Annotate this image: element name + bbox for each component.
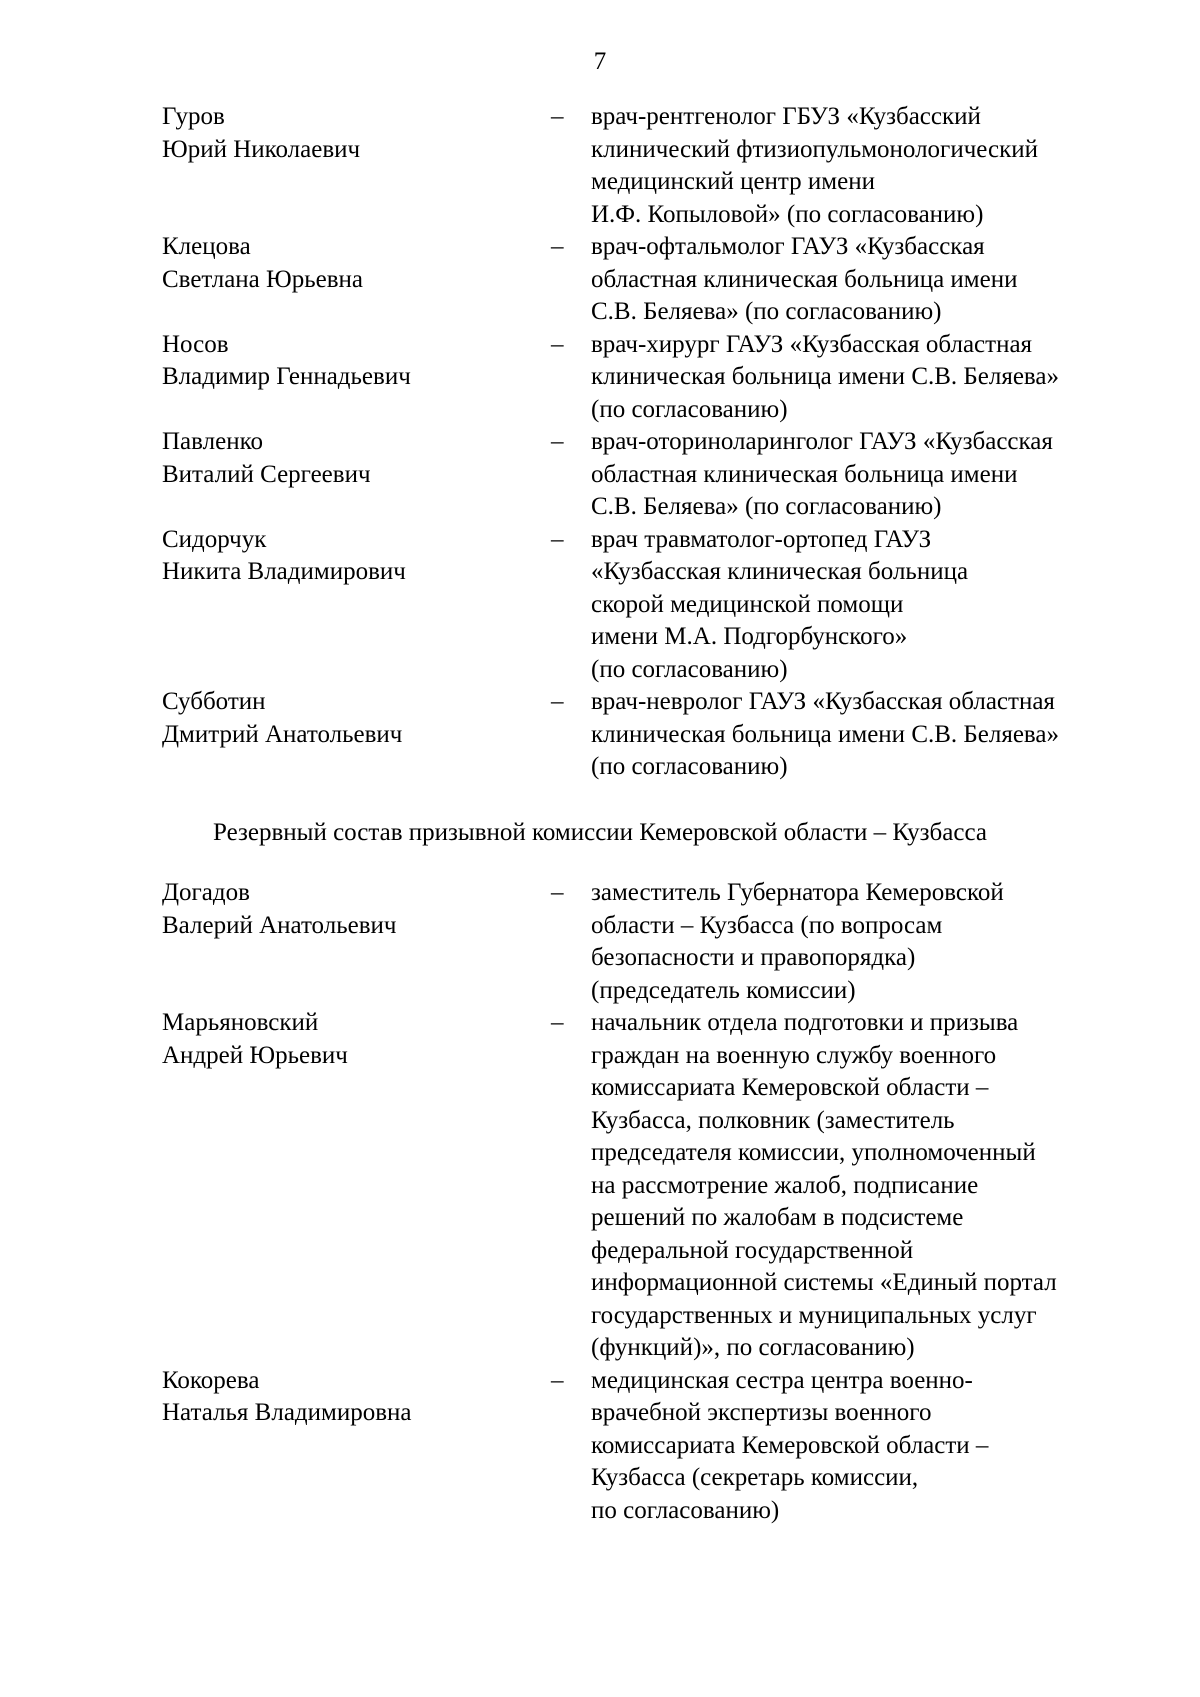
member-entry bbox=[0, 1007, 1200, 1365]
commission-member-list bbox=[0, 101, 1200, 784]
position-line: решений по жалобам в подсистеме bbox=[591, 1204, 964, 1231]
member-name bbox=[162, 1365, 522, 1430]
position-line: Кузбасса (секретарь комиссии, bbox=[591, 1464, 919, 1491]
member-surname: Сидорчук bbox=[162, 525, 267, 553]
position-line: безопасности и правопорядка) bbox=[591, 944, 916, 971]
position-line: врач-хирург ГАУЗ «Кузбасская областная bbox=[591, 330, 1033, 358]
dash-separator: – bbox=[551, 428, 564, 455]
page-number: 7 bbox=[593, 48, 607, 75]
position-line: С.В. Беляева» (по согласованию) bbox=[591, 298, 942, 325]
member-surname: Клецова bbox=[162, 233, 251, 260]
member-name bbox=[162, 101, 522, 166]
member-position bbox=[591, 524, 1151, 687]
member-position bbox=[591, 1007, 1151, 1365]
dash-separator: – bbox=[551, 103, 564, 130]
member-given-names: Дмитрий Анатольевич bbox=[162, 720, 403, 748]
member-name bbox=[162, 877, 522, 942]
position-line: С.В. Беляева» (по согласованию) bbox=[591, 493, 942, 520]
member-given-names: Юрий Николаевич bbox=[162, 135, 361, 163]
member-entry bbox=[0, 1365, 1200, 1528]
position-line: И.Ф. Копыловой» (по согласованию) bbox=[591, 200, 984, 228]
position-line: имени М.А. Подгорбунского» bbox=[591, 623, 908, 650]
dash-separator: – bbox=[551, 233, 564, 260]
member-surname: Носов bbox=[162, 330, 229, 358]
position-line: врач-невролог ГАУЗ «Кузбасская областная bbox=[591, 688, 1055, 715]
member-position bbox=[591, 1365, 1151, 1528]
position-line: врач травматолог-ортопед ГАУЗ bbox=[591, 525, 932, 553]
position-line: области – Кузбасса (по вопросам bbox=[591, 911, 943, 939]
member-given-names: Наталья Владимировна bbox=[162, 1399, 412, 1426]
dash-separator: – bbox=[551, 1366, 564, 1394]
member-entry bbox=[0, 329, 1200, 427]
position-line: медицинская сестра центра военно- bbox=[591, 1366, 973, 1394]
member-given-names: Светлана Юрьевна bbox=[162, 265, 364, 293]
member-surname: Догадов bbox=[162, 879, 250, 906]
position-line: (председатель комиссии) bbox=[591, 976, 856, 1004]
member-surname: Гуров bbox=[162, 103, 225, 130]
position-line: (функций)», по согласованию) bbox=[591, 1334, 915, 1361]
member-name bbox=[162, 524, 522, 589]
position-line: врач-рентгенолог ГБУЗ «Кузбасский bbox=[591, 103, 981, 130]
position-line: на рассмотрение жалоб, подписание bbox=[591, 1171, 979, 1199]
position-line: медицинский центр имени bbox=[591, 168, 875, 195]
member-entry bbox=[0, 524, 1200, 687]
dash-separator: – bbox=[551, 879, 564, 906]
member-name bbox=[162, 231, 522, 296]
member-name bbox=[162, 329, 522, 394]
position-line: комиссариата Кемеровской области – bbox=[591, 1431, 989, 1459]
position-line: (по согласованию) bbox=[591, 753, 788, 780]
member-position bbox=[591, 877, 1151, 1007]
position-line: клинический фтизиопульмонологический bbox=[591, 135, 1038, 163]
position-line: начальник отдела подготовки и призыва bbox=[591, 1009, 1019, 1036]
position-line: комиссариата Кемеровской области – bbox=[591, 1074, 989, 1101]
member-surname: Субботин bbox=[162, 688, 266, 715]
position-line: информационной системы «Единый портал bbox=[591, 1269, 1057, 1296]
position-line: врач-оториноларинголог ГАУЗ «Кузбасская bbox=[591, 428, 1053, 455]
member-name bbox=[162, 426, 522, 491]
member-entry bbox=[0, 686, 1200, 784]
position-line: граждан на военную службу военного bbox=[591, 1041, 997, 1069]
position-line: областная клиническая больница имени bbox=[591, 460, 1018, 488]
position-line: Кузбасса, полковник (заместитель bbox=[591, 1106, 955, 1134]
position-line: государственных и муниципальных услуг bbox=[591, 1301, 1037, 1329]
position-line: (по согласованию) bbox=[591, 395, 788, 423]
member-name bbox=[162, 686, 522, 751]
dash-separator: – bbox=[551, 525, 564, 553]
member-entry bbox=[0, 426, 1200, 524]
position-line: председателя комиссии, уполномоченный bbox=[591, 1139, 1036, 1166]
position-line: клиническая больница имени С.В. Беляева» bbox=[591, 363, 1060, 390]
position-line: заместитель Губернатора Кемеровской bbox=[591, 879, 1004, 906]
position-line: (по согласованию) bbox=[591, 655, 788, 683]
member-given-names: Андрей Юрьевич bbox=[162, 1041, 348, 1069]
member-given-names: Владимир Геннадьевич bbox=[162, 363, 411, 390]
dash-separator: – bbox=[551, 688, 564, 715]
member-position bbox=[591, 231, 1151, 329]
position-line: врачебной экспертизы военного bbox=[591, 1399, 932, 1426]
member-surname: Марьяновский bbox=[162, 1009, 319, 1036]
member-position bbox=[591, 101, 1151, 231]
member-given-names: Валерий Анатольевич bbox=[162, 911, 397, 939]
member-entry bbox=[0, 877, 1200, 1007]
position-line: по согласованию) bbox=[591, 1496, 780, 1524]
dash-separator: – bbox=[551, 1009, 564, 1036]
member-surname: Павленко bbox=[162, 428, 263, 455]
member-position bbox=[591, 426, 1151, 524]
reserve-section-heading: Резервный состав призывной комиссии Кемеровской области – Кузбасса bbox=[213, 819, 987, 846]
position-line: скорой медицинской помощи bbox=[591, 590, 904, 618]
position-line: врач-офтальмолог ГАУЗ «Кузбасская bbox=[591, 233, 985, 260]
position-line: федеральной государственной bbox=[591, 1236, 914, 1264]
reserve-member-list bbox=[0, 877, 1200, 1527]
position-line: областная клиническая больница имени bbox=[591, 265, 1018, 293]
member-name bbox=[162, 1007, 522, 1072]
position-line: «Кузбасская клиническая больница bbox=[591, 558, 969, 585]
member-entry bbox=[0, 101, 1200, 231]
member-given-names: Никита Владимирович bbox=[162, 558, 406, 585]
position-line: клиническая больница имени С.В. Беляева» bbox=[591, 720, 1060, 748]
member-entry bbox=[0, 231, 1200, 329]
member-given-names: Виталий Сергеевич bbox=[162, 460, 371, 488]
dash-separator: – bbox=[551, 330, 564, 358]
member-position bbox=[591, 329, 1151, 427]
member-position bbox=[591, 686, 1151, 784]
member-surname: Кокорева bbox=[162, 1366, 260, 1394]
